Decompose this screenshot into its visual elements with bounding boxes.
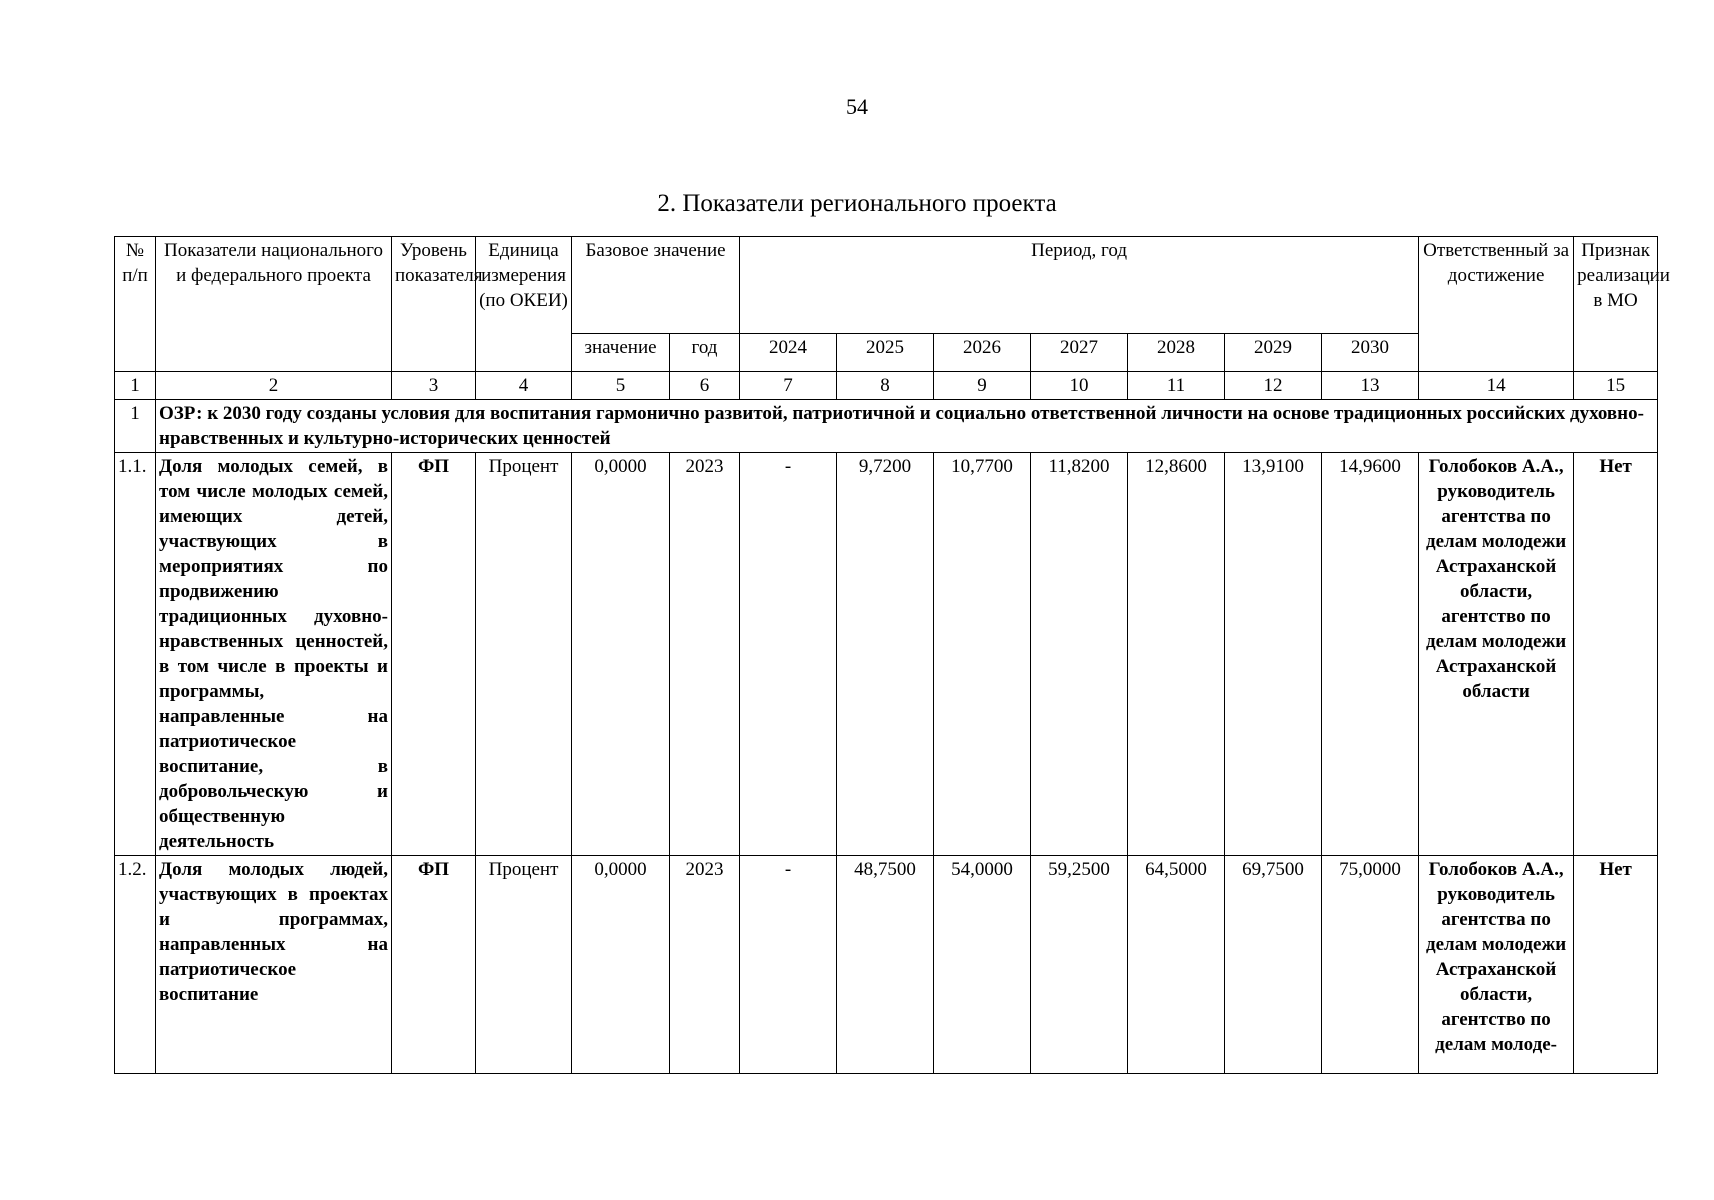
row-unit: Процент <box>476 453 572 856</box>
column-number: 12 <box>1225 372 1322 400</box>
row-value-2024: - <box>740 453 837 856</box>
goal-text: ОЗР: к 2030 году созданы условия для воспитания гармонично развитой, патриотичной и социально ответственной личности на основе традиционных российских духовно-нравственных и культурно-исторических ценностей <box>156 400 1658 453</box>
row-base-year: 2023 <box>670 856 740 1074</box>
row-responsible: Голобоков А.А., руководитель агентства по делам молодежи Астраханской области, агентство по делам молоде- <box>1419 856 1574 1074</box>
row-value-2027: 59,2500 <box>1031 856 1128 1074</box>
row-value-2024: - <box>740 856 837 1074</box>
row-value-2028: 64,5000 <box>1128 856 1225 1074</box>
goal-row <box>115 400 1658 453</box>
row-indicator: Доля молодых людей, участвующих в проектах и программах, направленных на патриотическое воспитание <box>156 856 392 1074</box>
row-value-2025: 9,7200 <box>837 453 934 856</box>
header-year-2025: 2025 <box>837 334 934 372</box>
column-number: 14 <box>1419 372 1574 400</box>
header-base-year: год <box>670 334 740 372</box>
section-title: 2. Показатели регионального проекта <box>657 190 1057 217</box>
column-number-row <box>115 372 1658 400</box>
header-period: Период, год <box>740 237 1419 334</box>
header-year-2027: 2027 <box>1031 334 1128 372</box>
row-responsible: Голобоков А.А., руководитель агентства по делам молодежи Астраханской области, агентство по делам молодежи Астраханской области <box>1419 453 1574 856</box>
indicators-table <box>114 236 1670 1074</box>
row-value-2026: 10,7700 <box>934 453 1031 856</box>
page-number: 54 <box>846 94 868 119</box>
column-number: 8 <box>837 372 934 400</box>
row-base-year: 2023 <box>670 453 740 856</box>
row-mo: Нет <box>1574 856 1658 1074</box>
header-year-2028: 2028 <box>1128 334 1225 372</box>
column-number: 5 <box>572 372 670 400</box>
header-year-2030: 2030 <box>1322 334 1419 372</box>
header-year-2024: 2024 <box>740 334 837 372</box>
goal-num: 1 <box>115 400 156 453</box>
column-number: 2 <box>156 372 392 400</box>
header-num: № п/п <box>115 237 156 372</box>
row-unit: Процент <box>476 856 572 1074</box>
row-num: 1.2. <box>115 856 156 1074</box>
column-number: 3 <box>392 372 476 400</box>
row-base-value: 0,0000 <box>572 453 670 856</box>
header-base: Базовое значение <box>572 237 740 334</box>
row-value-2029: 69,7500 <box>1225 856 1322 1074</box>
row-num: 1.1. <box>115 453 156 856</box>
header-year-2026: 2026 <box>934 334 1031 372</box>
column-number: 15 <box>1574 372 1658 400</box>
row-value-2025: 48,7500 <box>837 856 934 1074</box>
table-row <box>115 856 1658 1074</box>
column-number: 9 <box>934 372 1031 400</box>
header-indicator: Показатели национального и федерального проекта <box>156 237 392 372</box>
column-number: 11 <box>1128 372 1225 400</box>
column-number: 7 <box>740 372 837 400</box>
header-unit: Единица измерения (по ОКЕИ) <box>476 237 572 372</box>
column-number: 6 <box>670 372 740 400</box>
table-row <box>115 453 1658 856</box>
header-base-value: значение <box>572 334 670 372</box>
header-year-2029: 2029 <box>1225 334 1322 372</box>
row-value-2028: 12,8600 <box>1128 453 1225 856</box>
row-level: ФП <box>392 453 476 856</box>
row-value-2030: 14,9600 <box>1322 453 1419 856</box>
column-number: 1 <box>115 372 156 400</box>
row-value-2026: 54,0000 <box>934 856 1031 1074</box>
header-responsible: Ответственный за достижение <box>1419 237 1574 372</box>
column-number: 4 <box>476 372 572 400</box>
row-value-2029: 13,9100 <box>1225 453 1322 856</box>
row-level: ФП <box>392 856 476 1074</box>
row-value-2030: 75,0000 <box>1322 856 1419 1074</box>
header-mo: Признак реализации в МО <box>1574 237 1658 372</box>
row-mo: Нет <box>1574 453 1658 856</box>
row-value-2027: 11,8200 <box>1031 453 1128 856</box>
header-level: Уровень показателя <box>392 237 476 372</box>
column-number: 13 <box>1322 372 1419 400</box>
row-base-value: 0,0000 <box>572 856 670 1074</box>
column-number: 10 <box>1031 372 1128 400</box>
row-indicator: Доля молодых семей, в том числе молодых семей, имеющих детей, участвующих в мероприятиях по продвижению традиционных духовно-нравственных ценностей, в том числе в проекты и программы, направленные на патриотическое воспитание, в добровольческую и общественную деятельность <box>156 453 392 856</box>
